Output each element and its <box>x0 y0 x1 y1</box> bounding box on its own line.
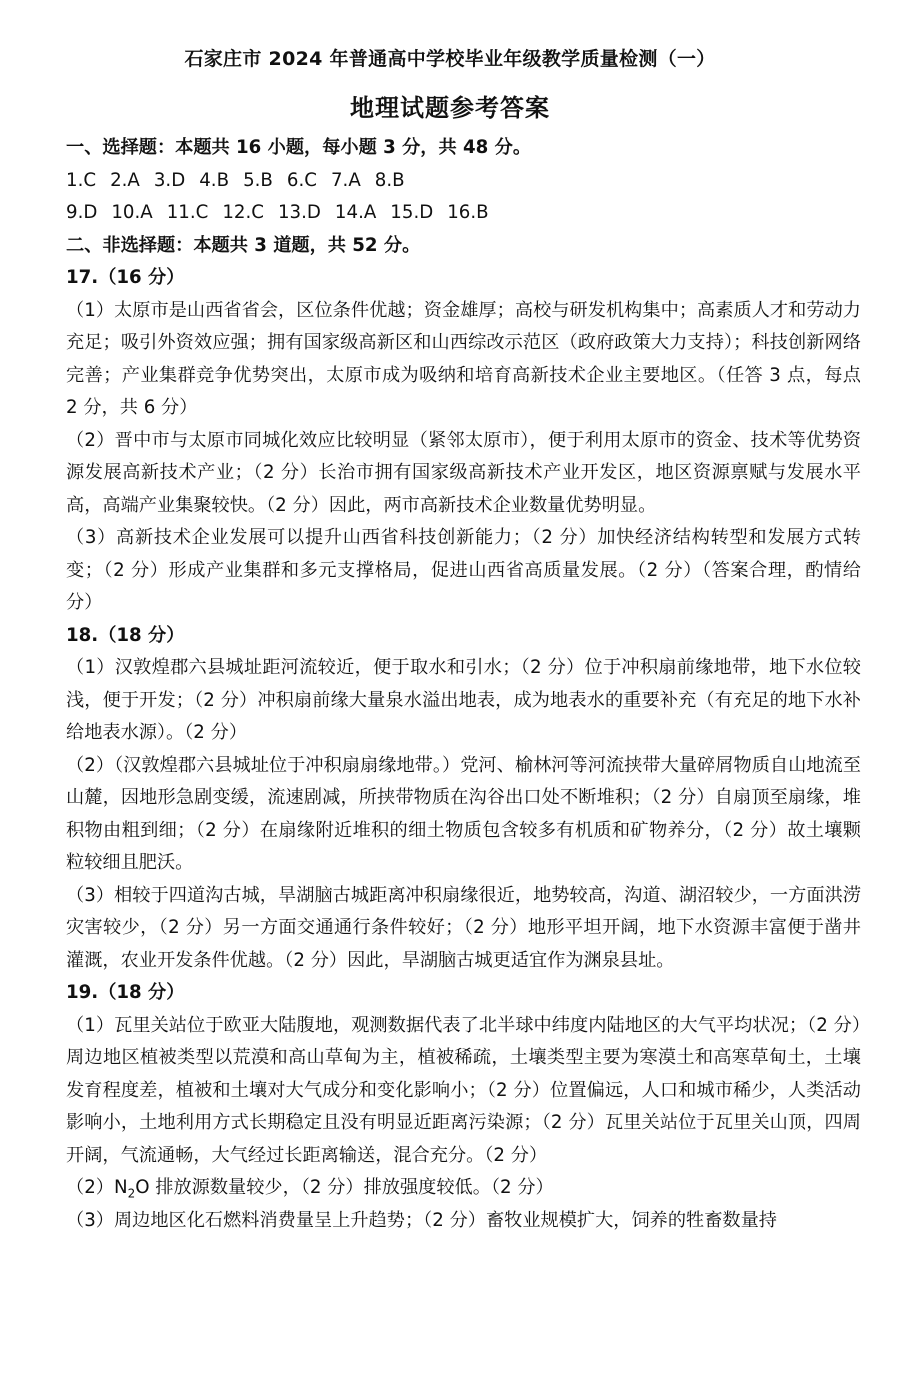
answer-12: 12.C <box>222 202 264 223</box>
answer-4: 4.B <box>199 169 230 191</box>
q19-part2-text: O 排放源数量较少，（2 分）排放强度较低。（2 分） <box>135 1177 554 1198</box>
answer-15: 15.D <box>390 202 434 223</box>
answer-1: 1.C <box>66 169 97 191</box>
q19-part2 <box>66 1172 861 1205</box>
q19-part1: （1）瓦里关站位于欧亚大陆腹地，观测数据代表了北半球中纬度内陆地区的大气平均状况；（2 分）周边地区植被类型以荒漠和高山草甸为主，植被稀疏，土壤类型主要为寒漠土和高寒草甸土，土壤发育程度差，植被和土壤对大气成分和变化影响小；（2 分）位置偏远，人口和城市稀少，人类活动影响小，土地利用方式长期稳定且没有明显近距离污染源；（2 分）瓦里关站位于瓦里关山顶，四周开阔，气流通畅，大气经过长距离输送，混合充分。（2 分） <box>66 1014 861 1166</box>
answer-body <box>66 132 861 1237</box>
q17-part2: （2）晋中市与太原市同城化效应比较明显（紧邻太原市），便于利用太原市的资金、技术等优势资源发展高新技术产业；（2 分）长治市拥有国家级高新技术产业开发区，地区资源禀赋与发展水平高，高端产业集聚较快。（2 分）因此，两市高新技术企业数量优势明显。 <box>66 429 861 516</box>
q19-part2-prefix: （2）N <box>66 1177 128 1198</box>
answer-11: 11.C <box>166 202 209 223</box>
answer-8: 8.B <box>374 169 405 191</box>
answers-row-1 <box>66 165 861 198</box>
q19-part2-subscript: 2 <box>127 1186 136 1201</box>
q19-heading: 19.（18 分） <box>66 982 185 1003</box>
section2-heading: 二、非选择题：本题共 3 道题，共 52 分。 <box>66 234 421 256</box>
answer-3: 3.D <box>153 169 186 191</box>
q17-heading: 17.（16 分） <box>66 267 185 288</box>
answer-5: 5.B <box>243 169 273 191</box>
answer-10: 10.A <box>111 202 153 223</box>
q17-part3: （3）高新技术企业发展可以提升山西省科技创新能力；（2 分）加快经济结构转型和发展方式转变；（2 分）形成产业集群和多元支撑格局，促进山西省高质量发展。（2 分）（答案合理，酌情给分） <box>66 527 861 613</box>
answer-9: 9.D <box>66 202 98 223</box>
answer-2: 2.A <box>110 169 140 191</box>
answer-13: 13.D <box>277 202 321 223</box>
answer-6: 6.C <box>286 169 317 191</box>
q18-part1: （1）汉敦煌郡六县城址距河流较近，便于取水和引水；（2 分）位于冲积扇前缘地带，地下水位较浅，便于开发；（2 分）冲积扇前缘大量泉水溢出地表，成为地表水的重要补充（有充足的地下水补给地表水源）。（2 分） <box>66 657 861 743</box>
document-title: 地理试题参考答案 <box>350 94 550 122</box>
answer-16: 16.B <box>447 202 489 223</box>
q17-part1: （1）太原市是山西省省会，区位条件优越；资金雄厚；高校与研发机构集中；高素质人才和劳动力充足；吸引外资效应强；拥有国家级高新区和山西综改示范区（政府政策大力支持）；科技创新网络完善；产业集群竞争优势突出，太原市成为吸纳和培育高新技术企业主要地区。（任答 3 点，每点 2 分，共 6 分） <box>66 299 861 418</box>
q18-part2: （2）（汉敦煌郡六县城址位于冲积扇扇缘地带。）党河、榆林河等河流挟带大量碎屑物质自山地流至山麓，因地形急剧变缓，流速剧减，所挟带物质在沟谷出口处不断堆积；（2 分）自扇顶至扇缘，堆积物由粗到细；（2 分）在扇缘附近堆积的细土物质包含较多有机质和矿物养分，（2 分）故土壤颗粒较细且肥沃。 <box>66 754 861 873</box>
answer-7: 7.A <box>330 169 361 191</box>
q18-heading: 18.（18 分） <box>66 624 185 646</box>
answer-14: 14.A <box>334 202 377 223</box>
section1-heading: 一、选择题：本题共 16 小题，每小题 3 分，共 48 分。 <box>66 137 532 158</box>
q18-part3: （3）相较于四道沟古城，旱湖脑古城距离冲积扇缘很近，地势较高，沟道、湖沼较少，一方面洪涝灾害较少，（2 分）另一方面交通通行条件较好；（2 分）地形平坦开阔，地下水资源丰富便于凿井灌溉，农业开发条件优越。（2 分）因此，旱湖脑古城更适宜作为渊泉县址。 <box>66 884 861 971</box>
exam-title: 石家庄市 2024 年普通高中学校毕业年级教学质量检测（一） <box>184 48 716 70</box>
answers-row-2 <box>66 197 861 230</box>
q19-part3: （3）周边地区化石燃料消费量呈上升趋势；（2 分）畜牧业规模扩大，饲养的牲畜数量持 <box>66 1209 777 1231</box>
